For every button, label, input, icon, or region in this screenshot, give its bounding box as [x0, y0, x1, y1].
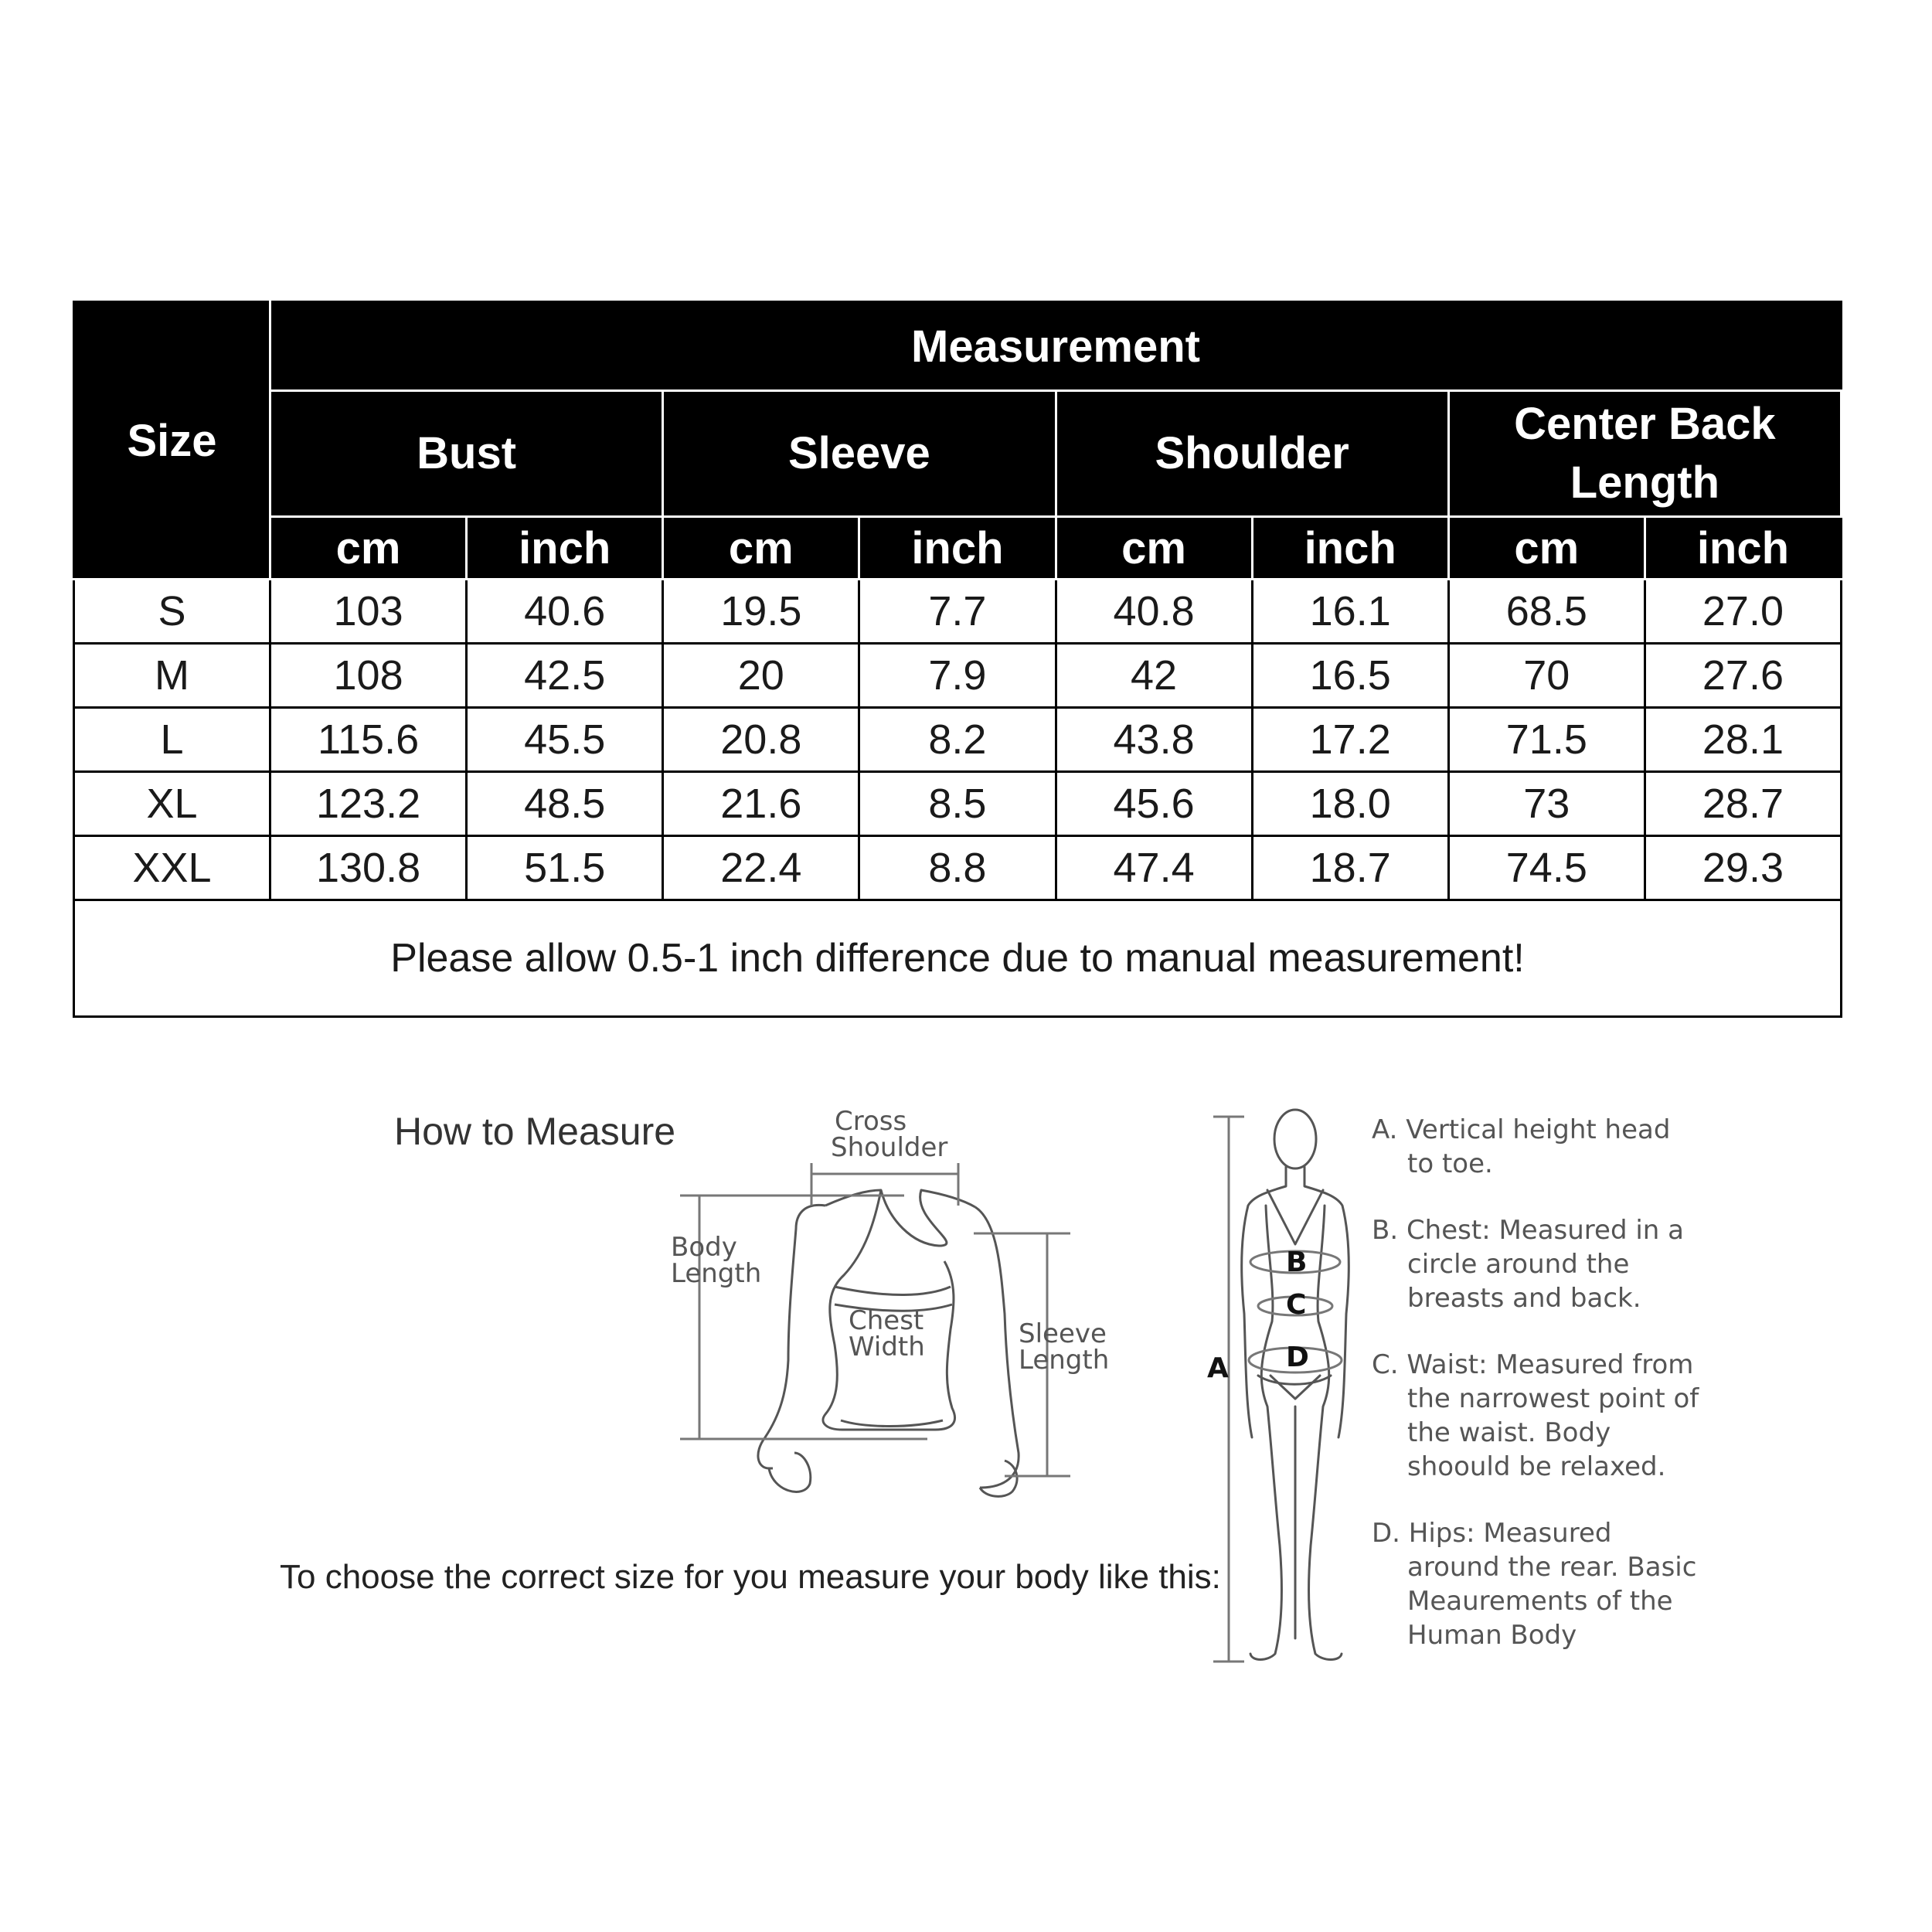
choose-size-instruction: To choose the correct size for you measure your body like this: [280, 1558, 1221, 1596]
table-cell: 42.5 [467, 644, 663, 708]
size-cell: M [74, 644, 270, 708]
table-cell: 22.4 [663, 836, 859, 900]
unit-inch-header: inch [859, 517, 1056, 580]
table-cell: 71.5 [1448, 708, 1645, 772]
measurement-note: Please allow 0.5-1 inch difference due to manual measurement! [74, 900, 1842, 1017]
table-cell: 28.1 [1645, 708, 1841, 772]
size-cell: XL [74, 772, 270, 836]
table-cell: 45.5 [467, 708, 663, 772]
table-cell: 19.5 [663, 580, 859, 644]
table-cell: 130.8 [270, 836, 467, 900]
table-cell: 16.5 [1252, 644, 1448, 708]
body-measure-lines [1213, 1117, 1342, 1662]
how-to-measure-title: How to Measure [394, 1110, 676, 1153]
table-cell: 18.0 [1252, 772, 1448, 836]
bust-header: Bust [270, 391, 663, 517]
measurement-header: Measurement [270, 302, 1842, 391]
unit-cm-header: cm [270, 517, 467, 580]
unit-cm-header: cm [663, 517, 859, 580]
size-cell: XXL [74, 836, 270, 900]
cross-shoulder-label-1: Cross [835, 1106, 907, 1137]
table-cell: 51.5 [467, 836, 663, 900]
legend-item-c: C. Waist: Measured from the narrowest point of the waist. Body shoould be relaxed. [1372, 1349, 1699, 1482]
table-cell: 73 [1448, 772, 1645, 836]
unit-cm-header: cm [1448, 517, 1645, 580]
unit-inch-header: inch [1252, 517, 1448, 580]
body-figure [1242, 1110, 1349, 1660]
legend-item-b: B. Chest: Measured in a circle around the breasts and back. [1372, 1215, 1684, 1314]
unit-inch-header: inch [467, 517, 663, 580]
size-header: Size [74, 302, 270, 580]
table-cell: 16.1 [1252, 580, 1448, 644]
table-cell: 29.3 [1645, 836, 1841, 900]
cross-shoulder-label-2: Shoulder [831, 1132, 948, 1163]
sleeve-header: Sleeve [663, 391, 1056, 517]
unit-inch-header: inch [1645, 517, 1841, 580]
table-cell: 7.7 [859, 580, 1056, 644]
table-cell: 70 [1448, 644, 1645, 708]
table-cell: 28.7 [1645, 772, 1841, 836]
size-cell: L [74, 708, 270, 772]
body-marker-b: B [1286, 1247, 1308, 1278]
body-marker-c: C [1286, 1289, 1307, 1321]
unit-cm-header: cm [1056, 517, 1252, 580]
table-cell: 48.5 [467, 772, 663, 836]
table-cell: 20 [663, 644, 859, 708]
body-length-label-2: Length [671, 1258, 762, 1289]
legend-item-d: D. Hips: Measured around the rear. Basic Meaurements of the Human Body [1372, 1518, 1697, 1651]
table-cell: 115.6 [270, 708, 467, 772]
table-cell: 45.6 [1056, 772, 1252, 836]
table-cell: 18.7 [1252, 836, 1448, 900]
body-measurement-legend [1372, 1113, 1704, 1685]
sleeve-length-label-1: Sleeve [1019, 1318, 1107, 1349]
table-cell: 17.2 [1252, 708, 1448, 772]
table-cell: 123.2 [270, 772, 467, 836]
table-cell: 103 [270, 580, 467, 644]
table-cell: 27.6 [1645, 644, 1841, 708]
table-cell: 74.5 [1448, 836, 1645, 900]
table-cell: 20.8 [663, 708, 859, 772]
chest-width-label-1: Chest [849, 1305, 924, 1336]
body-length-label-1: Body [671, 1232, 737, 1263]
body-marker-a: A [1207, 1352, 1229, 1384]
table-cell: 27.0 [1645, 580, 1841, 644]
table-cell: 40.8 [1056, 580, 1252, 644]
table-cell: 68.5 [1448, 580, 1645, 644]
table-cell: 43.8 [1056, 708, 1252, 772]
table-cell: 21.6 [663, 772, 859, 836]
chest-width-label-2: Width [849, 1332, 925, 1362]
sleeve-length-label-2: Length [1019, 1345, 1110, 1376]
table-cell: 7.9 [859, 644, 1056, 708]
table-cell: 8.5 [859, 772, 1056, 836]
shoulder-header: Shoulder [1056, 391, 1448, 517]
table-cell: 47.4 [1056, 836, 1252, 900]
table-cell: 42 [1056, 644, 1252, 708]
body-marker-d: D [1286, 1342, 1309, 1373]
legend-item-a: A. Vertical height head to toe. [1372, 1114, 1671, 1179]
center-back-length-header: Center Back Length [1448, 391, 1841, 517]
table-cell: 8.8 [859, 836, 1056, 900]
table-cell: 8.2 [859, 708, 1056, 772]
size-cell: S [74, 580, 270, 644]
table-cell: 108 [270, 644, 467, 708]
table-cell: 40.6 [467, 580, 663, 644]
